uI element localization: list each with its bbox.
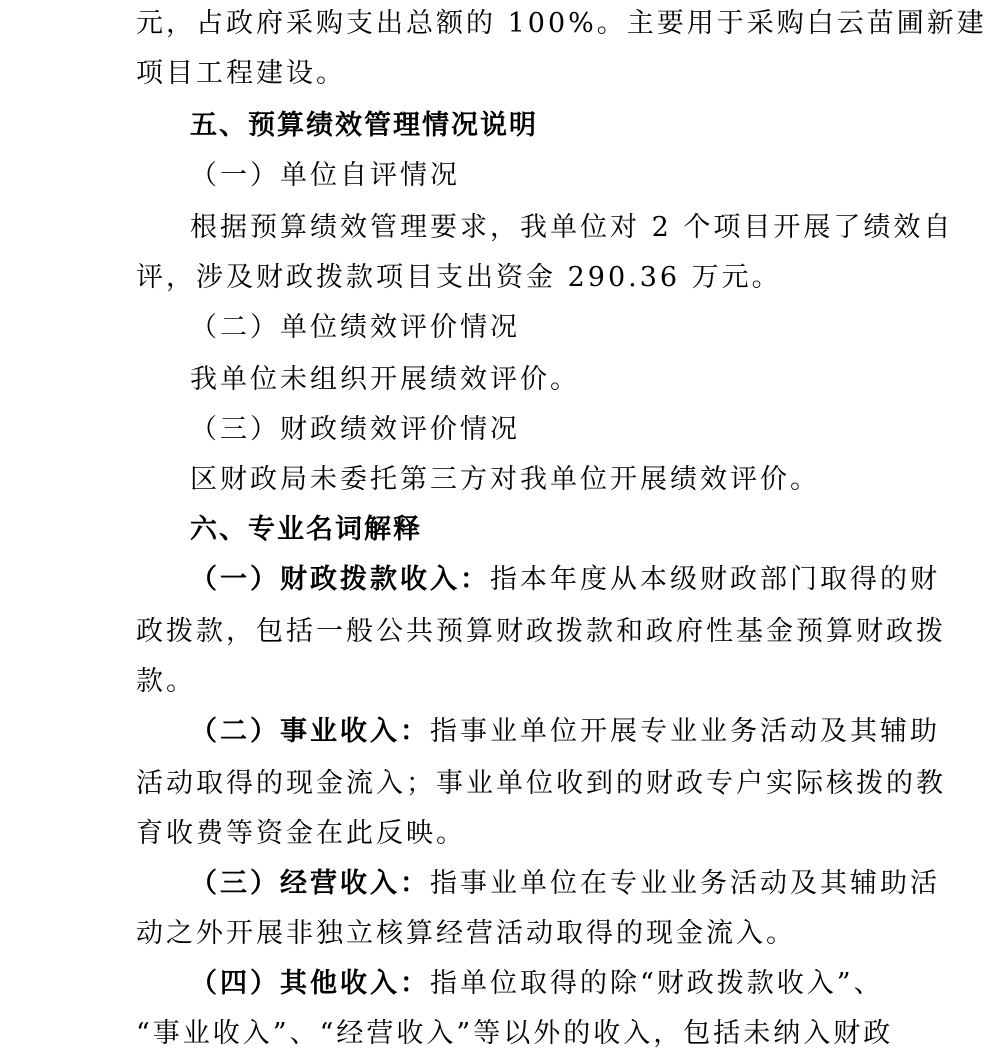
section-heading: 五、预算绩效管理情况说明: [190, 110, 538, 141]
subsection-heading: （二）单位绩效评价情况: [190, 312, 520, 343]
subsection-heading: （三）财政绩效评价情况: [190, 414, 520, 445]
paragraph-line: 育收费等资金在此反映。: [136, 818, 466, 849]
term-label: （一）财政拨款收入：: [190, 564, 490, 595]
paragraph-line: 活动取得的现金流入；事业单位收到的财政专户实际核拨的教: [136, 768, 946, 799]
term-definition: 指本年度从本级财政部门取得的财: [490, 564, 940, 595]
definition-line: [190, 562, 940, 598]
paragraph-line: 政拨款，包括一般公共预算财政拨款和政府性基金预算财政拨: [136, 616, 946, 647]
paragraph-line: 区财政局未委托第三方对我单位开展绩效评价。: [190, 464, 820, 495]
term-definition: 指单位取得的除“财政拨款收入”、: [430, 968, 884, 999]
paragraph-line: 动之外开展非独立核算经营活动取得的现金流入。: [136, 918, 796, 949]
term-label: （四）其他收入：: [190, 968, 430, 999]
paragraph-line: 根据预算绩效管理要求，我单位对 2 个项目开展了绩效自: [190, 212, 954, 243]
definition-line: [190, 966, 884, 1002]
term-definition: 指事业单位开展专业业务活动及其辅助: [430, 716, 940, 747]
paragraph-line: 评，涉及财政拨款项目支出资金 290.36 万元。: [136, 262, 782, 293]
paragraph-line: 元，占政府采购支出总额的 100%。主要用于采购白云苗圃新建: [136, 8, 987, 39]
definition-line: [190, 866, 940, 902]
term-label: （二）事业收入：: [190, 716, 430, 747]
paragraph-line: 项目工程建设。: [136, 58, 346, 89]
paragraph-line: 款。: [136, 666, 196, 697]
definition-line: [190, 714, 940, 750]
section-heading: 六、专业名词解释: [190, 514, 422, 545]
subsection-heading: （一）单位自评情况: [190, 160, 460, 191]
term-definition: 指事业单位在专业业务活动及其辅助活: [430, 868, 940, 899]
paragraph-line: “事业收入”、“经营收入”等以外的收入，包括未纳入财政: [136, 1018, 894, 1049]
term-label: （三）经营收入：: [190, 868, 430, 899]
paragraph-line: 我单位未组织开展绩效评价。: [190, 364, 580, 395]
